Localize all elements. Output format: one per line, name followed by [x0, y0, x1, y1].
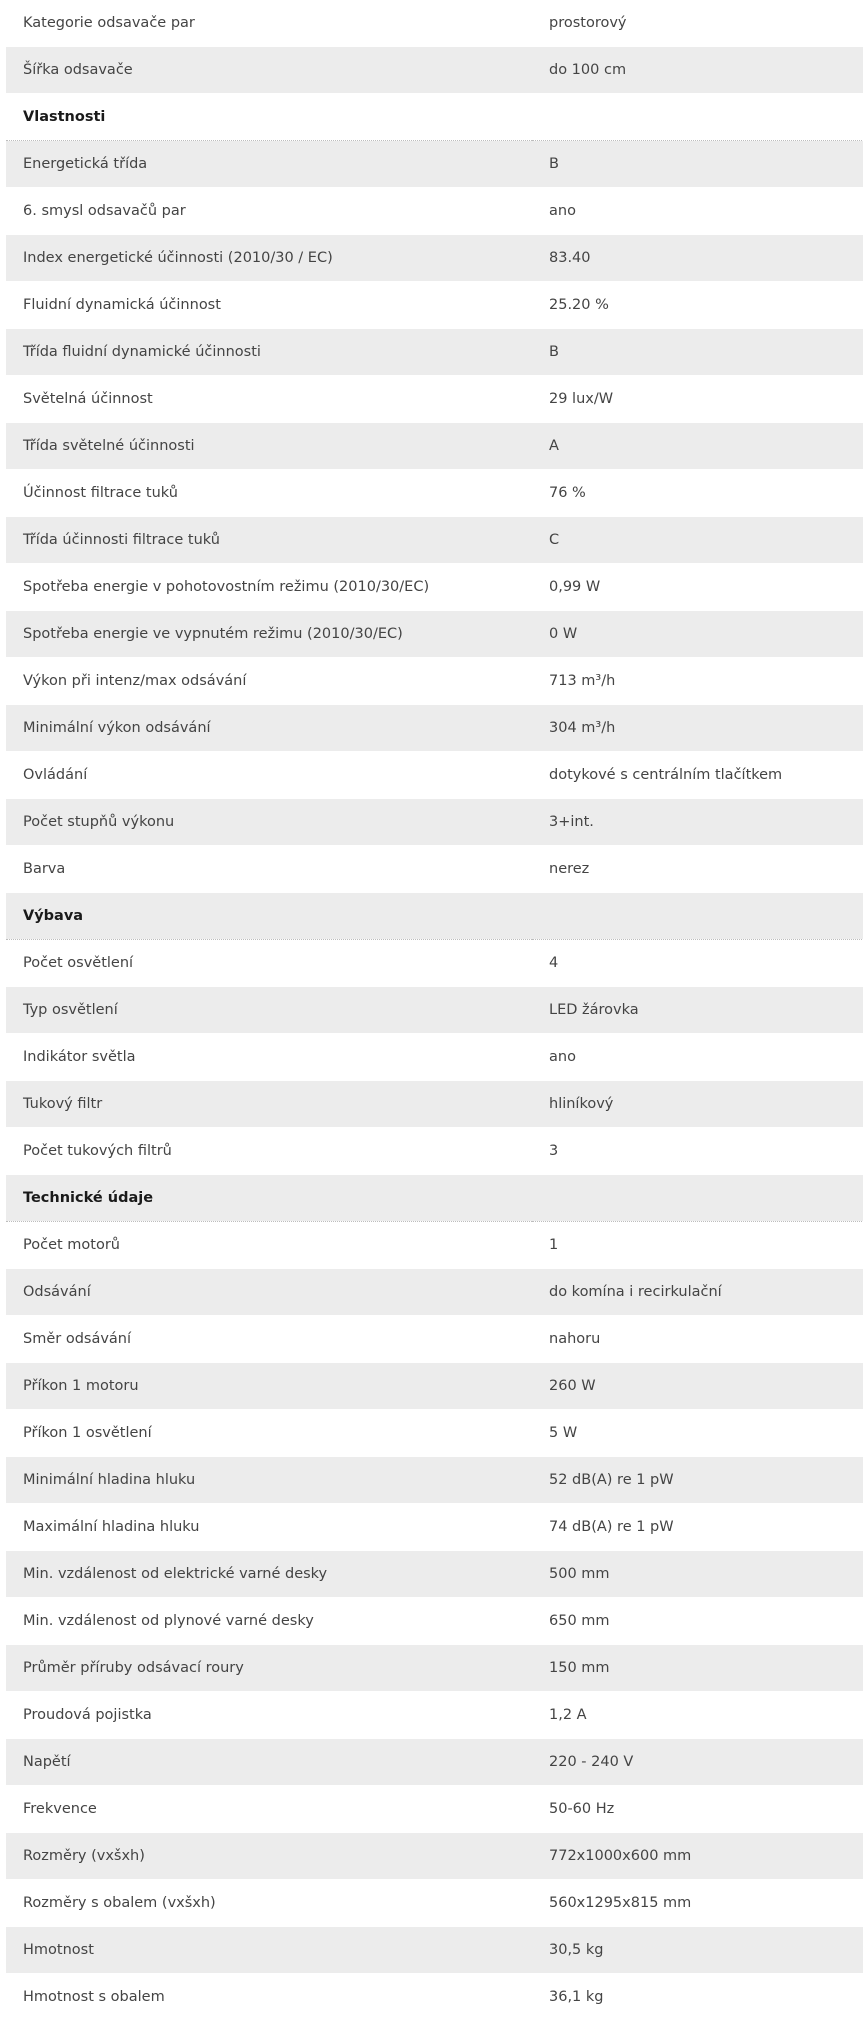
spec-row — [6, 987, 863, 1034]
spec-row — [6, 1598, 863, 1645]
spec-value: 304 m³/h — [532, 705, 863, 752]
spec-label: Energetická třída — [6, 141, 532, 188]
spec-row — [6, 1833, 863, 1880]
spec-label: Třída světelné účinnosti — [6, 423, 532, 470]
spec-value: 50-60 Hz — [532, 1786, 863, 1833]
spec-value: hliníkový — [532, 1081, 863, 1128]
spec-row — [6, 752, 863, 799]
spec-row — [6, 1504, 863, 1551]
spec-value: C — [532, 517, 863, 564]
spec-row — [6, 1269, 863, 1316]
spec-row — [6, 1457, 863, 1504]
spec-row — [6, 1645, 863, 1692]
spec-row — [6, 1927, 863, 1974]
section-spacer — [532, 94, 863, 141]
spec-value: 0,99 W — [532, 564, 863, 611]
spec-label: Počet motorů — [6, 1222, 532, 1269]
spec-table — [6, 0, 863, 2021]
spec-label: Hmotnost — [6, 1927, 532, 1974]
spec-value: prostorový — [532, 0, 863, 47]
spec-label: Typ osvětlení — [6, 987, 532, 1034]
spec-value: 3+int. — [532, 799, 863, 846]
spec-label: Odsávání — [6, 1269, 532, 1316]
spec-value: 713 m³/h — [532, 658, 863, 705]
spec-row — [6, 1786, 863, 1833]
spec-label: Rozměry s obalem (vxšxh) — [6, 1880, 532, 1927]
section-title: Technické údaje — [6, 1175, 532, 1222]
spec-row — [6, 846, 863, 893]
spec-row — [6, 1316, 863, 1363]
spec-label: Min. vzdálenost od elektrické varné desky — [6, 1551, 532, 1598]
spec-value: 0 W — [532, 611, 863, 658]
section-spacer — [532, 1175, 863, 1222]
spec-label: Šířka odsavače — [6, 47, 532, 94]
spec-row — [6, 47, 863, 94]
section-spacer — [532, 893, 863, 940]
spec-value: 30,5 kg — [532, 1927, 863, 1974]
spec-row — [6, 329, 863, 376]
spec-row — [6, 1692, 863, 1739]
spec-value: nerez — [532, 846, 863, 893]
spec-value: 500 mm — [532, 1551, 863, 1598]
spec-label: Příkon 1 motoru — [6, 1363, 532, 1410]
spec-label: Počet tukových filtrů — [6, 1128, 532, 1175]
spec-row — [6, 470, 863, 517]
spec-row — [6, 1081, 863, 1128]
section-header-row — [6, 94, 863, 141]
spec-value: 150 mm — [532, 1645, 863, 1692]
spec-row — [6, 658, 863, 705]
spec-row — [6, 1410, 863, 1457]
spec-row — [6, 517, 863, 564]
spec-value: 25.20 % — [532, 282, 863, 329]
spec-value: 5 W — [532, 1410, 863, 1457]
spec-value: 83.40 — [532, 235, 863, 282]
spec-row — [6, 141, 863, 188]
spec-value: 36,1 kg — [532, 1974, 863, 2021]
spec-value: nahoru — [532, 1316, 863, 1363]
spec-label: Třída fluidní dynamické účinnosti — [6, 329, 532, 376]
spec-value: 260 W — [532, 1363, 863, 1410]
spec-row — [6, 282, 863, 329]
spec-row — [6, 1739, 863, 1786]
spec-label: Třída účinnosti filtrace tuků — [6, 517, 532, 564]
spec-value: 1 — [532, 1222, 863, 1269]
spec-label: Směr odsávání — [6, 1316, 532, 1363]
spec-label: Fluidní dynamická účinnost — [6, 282, 532, 329]
spec-row — [6, 564, 863, 611]
spec-label: Kategorie odsavače par — [6, 0, 532, 47]
spec-label: Frekvence — [6, 1786, 532, 1833]
spec-value: do komína i recirkulační — [532, 1269, 863, 1316]
spec-row — [6, 1222, 863, 1269]
spec-label: Proudová pojistka — [6, 1692, 532, 1739]
spec-value: 220 - 240 V — [532, 1739, 863, 1786]
spec-row — [6, 1128, 863, 1175]
spec-row — [6, 1551, 863, 1598]
spec-value: do 100 cm — [532, 47, 863, 94]
spec-row — [6, 188, 863, 235]
spec-value: ano — [532, 188, 863, 235]
spec-label: Napětí — [6, 1739, 532, 1786]
spec-label: Tukový filtr — [6, 1081, 532, 1128]
spec-row — [6, 611, 863, 658]
spec-label: Min. vzdálenost od plynové varné desky — [6, 1598, 532, 1645]
spec-label: Účinnost filtrace tuků — [6, 470, 532, 517]
spec-value: 1,2 A — [532, 1692, 863, 1739]
spec-label: Spotřeba energie v pohotovostním režimu (2010/30/EC) — [6, 564, 532, 611]
spec-label: Index energetické účinnosti (2010/30 / EC) — [6, 235, 532, 282]
spec-value: 52 dB(A) re 1 pW — [532, 1457, 863, 1504]
spec-label: Indikátor světla — [6, 1034, 532, 1081]
spec-row — [6, 940, 863, 987]
spec-row — [6, 705, 863, 752]
spec-value: 74 dB(A) re 1 pW — [532, 1504, 863, 1551]
spec-value: ano — [532, 1034, 863, 1081]
spec-value: dotykové s centrálním tlačítkem — [532, 752, 863, 799]
spec-label: Spotřeba energie ve vypnutém režimu (2010/30/EC) — [6, 611, 532, 658]
spec-label: Počet osvětlení — [6, 940, 532, 987]
spec-label: Maximální hladina hluku — [6, 1504, 532, 1551]
spec-label: Příkon 1 osvětlení — [6, 1410, 532, 1457]
spec-label: 6. smysl odsavačů par — [6, 188, 532, 235]
spec-value: B — [532, 329, 863, 376]
spec-row — [6, 1363, 863, 1410]
section-title: Výbava — [6, 893, 532, 940]
section-title: Vlastnosti — [6, 94, 532, 141]
spec-label: Počet stupňů výkonu — [6, 799, 532, 846]
spec-label: Průměr příruby odsávací roury — [6, 1645, 532, 1692]
spec-label: Minimální výkon odsávání — [6, 705, 532, 752]
spec-value: B — [532, 141, 863, 188]
spec-label: Rozměry (vxšxh) — [6, 1833, 532, 1880]
spec-label: Ovládání — [6, 752, 532, 799]
spec-value: 76 % — [532, 470, 863, 517]
spec-label: Světelná účinnost — [6, 376, 532, 423]
spec-row — [6, 799, 863, 846]
spec-row — [6, 1880, 863, 1927]
spec-value: 3 — [532, 1128, 863, 1175]
spec-row — [6, 423, 863, 470]
spec-value: 4 — [532, 940, 863, 987]
spec-value: 650 mm — [532, 1598, 863, 1645]
spec-table-body — [6, 0, 863, 2021]
spec-row — [6, 1034, 863, 1081]
spec-value: 29 lux/W — [532, 376, 863, 423]
section-header-row — [6, 893, 863, 940]
spec-row — [6, 0, 863, 47]
spec-value: 560x1295x815 mm — [532, 1880, 863, 1927]
spec-value: 772x1000x600 mm — [532, 1833, 863, 1880]
section-header-row — [6, 1175, 863, 1222]
spec-value: A — [532, 423, 863, 470]
spec-label: Hmotnost s obalem — [6, 1974, 532, 2021]
spec-label: Výkon při intenz/max odsávání — [6, 658, 532, 705]
spec-row — [6, 235, 863, 282]
spec-value: LED žárovka — [532, 987, 863, 1034]
spec-label: Barva — [6, 846, 532, 893]
spec-row — [6, 1974, 863, 2021]
spec-row — [6, 376, 863, 423]
spec-label: Minimální hladina hluku — [6, 1457, 532, 1504]
